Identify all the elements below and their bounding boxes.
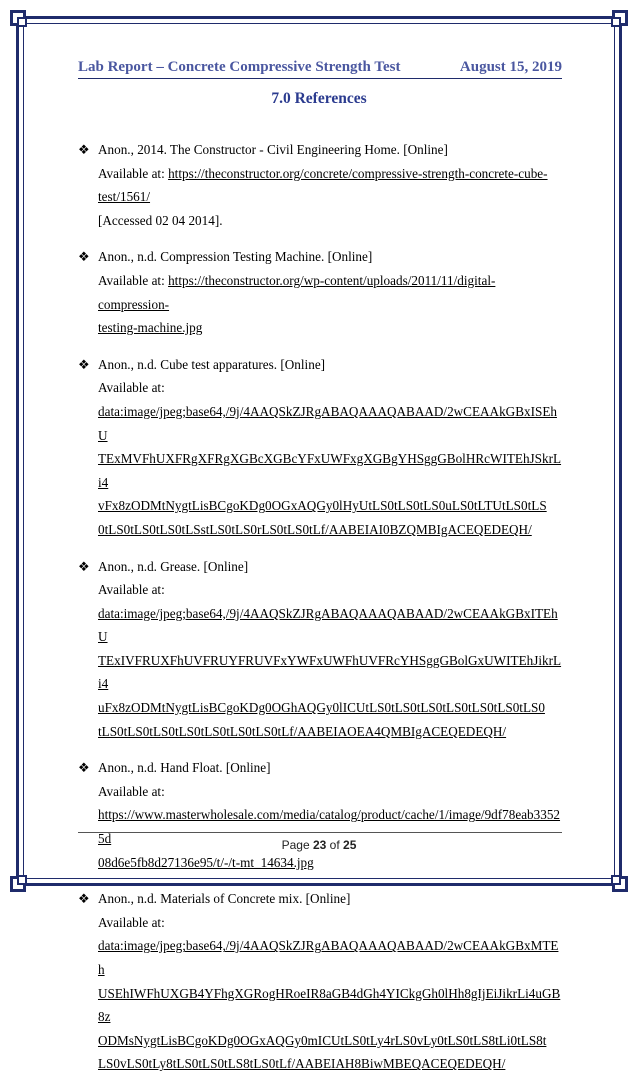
reference-available-label: Available at: xyxy=(98,380,165,396)
footer-of: of xyxy=(326,838,344,852)
references-list xyxy=(78,138,564,1089)
reference-item xyxy=(78,756,564,874)
footer-prefix: Page xyxy=(281,838,313,852)
footer-rule xyxy=(78,832,562,833)
reference-available-label: Available at: xyxy=(98,783,165,799)
footer-page-number: 23 xyxy=(312,838,327,852)
section-title: 7.0 References xyxy=(271,90,367,107)
reference-url-link[interactable]: TExMVFhUXFRgXFRgXGBcXGBcYFxUWFxgXGBgYHSggGBolHRcWITEhJSkrLi4 xyxy=(98,451,562,490)
reference-url-link[interactable]: https://www.masterwholesale.com/media/catalog/product/cache/1/image/9df78eab33525d xyxy=(98,807,561,847)
reference-url-link[interactable]: vFx8zODMtNygtLisBCgoKDg0OGxAQGy0lHyUtLS0tLS0tLS0uLS0tLTUtLS0tLS xyxy=(98,498,547,514)
reference-citation: Anon., n.d. Materials of Concrete mix. [Online] xyxy=(98,891,351,907)
page-footer xyxy=(0,838,638,852)
reference-url-link[interactable]: testing-machine.jpg xyxy=(98,320,203,336)
corner-ornament-top-right xyxy=(612,10,628,26)
reference-url-link[interactable]: data:image/jpeg;base64,/9j/4AAQSkZJRgABAQAAAQABAAD/2wCEAAkGBxISEhU xyxy=(98,403,557,443)
reference-url-link[interactable]: data:image/jpeg;base64,/9j/4AAQSkZJRgABAQAAAQABAAD/2wCEAAkGBxMTEh xyxy=(98,938,559,977)
reference-item xyxy=(78,138,564,232)
diamond-bullet-icon: ❖ xyxy=(78,142,90,157)
corner-ornament-top-left xyxy=(10,10,26,26)
corner-ornament-bottom-right xyxy=(612,876,628,892)
reference-citation: Anon., n.d. Grease. [Online] xyxy=(98,558,249,574)
reference-citation: Anon., n.d. Hand Float. [Online] xyxy=(98,760,271,776)
reference-url-link[interactable]: test/1561/ xyxy=(98,189,151,205)
reference-url-link[interactable]: https://theconstructor.org/concrete/compressive-strength-concrete-cube- xyxy=(168,165,548,181)
reference-available-label: Available at: xyxy=(98,165,169,181)
reference-available-label: Available at: xyxy=(98,582,165,598)
reference-url-link[interactable]: tLS0tLS0tLS0tLS0tLS0tLS0tLS0tLf/AABEIAOEA4QMBIgACEQEDEQH/ xyxy=(98,723,507,739)
reference-item xyxy=(78,555,564,744)
reference-url-link[interactable]: TExIVFRUXFhUVFRUYFRUVFxYWFxUWFhUVFRcYHSggGBolGxUWITEhJikrLi4 xyxy=(98,652,562,692)
corner-ornament-bottom-left xyxy=(10,876,26,892)
reference-item xyxy=(78,245,564,339)
reference-url-link[interactable]: 0tLS0tLS0tLS0tLSstLS0tLS0rLS0tLS0tLf/AABEIAI0BZQMBIgACEQEDEQH/ xyxy=(98,521,532,537)
diamond-bullet-icon: ❖ xyxy=(78,558,90,574)
reference-item xyxy=(78,887,564,1076)
reference-accessed-date: [Accessed 02 04 2014]. xyxy=(98,212,223,228)
diamond-bullet-icon: ❖ xyxy=(78,249,90,265)
diamond-bullet-icon: ❖ xyxy=(78,891,90,907)
reference-available-label: Available at: xyxy=(98,272,169,288)
reference-url-link[interactable]: USEhIWFhUXGB4YFhgXGRogHRoeIR8aGB4dGh4YICkgGh0lHh8gIjEiJikrLi4uGB8z xyxy=(98,985,561,1025)
reference-item xyxy=(78,353,564,542)
reference-url-link[interactable]: https://theconstructor.org/wp-content/uploads/2011/11/digital-compression- xyxy=(98,272,496,312)
reference-citation: Anon., 2014. The Constructor - Civil Engineering Home. [Online] xyxy=(98,142,448,157)
diamond-bullet-icon: ❖ xyxy=(78,760,90,776)
header-date: August 15, 2019 xyxy=(459,59,562,75)
header-title: Lab Report – Concrete Compressive Strength Test xyxy=(78,59,401,75)
page-header xyxy=(78,56,562,79)
reference-url-link[interactable]: ODMsNygtLisBCgoKDg0OGxAQGy0mICUtLS0tLy4rLS0vLy0tLS0tLS8tLi0tLS8t xyxy=(98,1032,547,1048)
reference-citation: Anon., n.d. Compression Testing Machine. [Online] xyxy=(98,249,373,265)
reference-url-link[interactable]: 08d6e5fb8d27136e95/t/-/t-mt_14634.jpg xyxy=(98,854,314,870)
reference-available-label: Available at: xyxy=(98,914,165,930)
diamond-bullet-icon: ❖ xyxy=(78,356,90,372)
reference-url-link[interactable]: uFx8zODMtNygtLisBCgoKDg0OGhAQGy0lICUtLS0tLS0tLS0tLS0tLS0tLS0tLS0 xyxy=(98,700,545,716)
reference-url-link[interactable]: data:image/jpeg;base64,/9j/4AAQSkZJRgABAQAAAQABAAD/2wCEAAkGBxITEhU xyxy=(98,605,558,645)
footer-total-pages: 25 xyxy=(343,838,357,852)
reference-url-link[interactable]: LS0vLS0tLy8tLS0tLS0tLS8tLS0tLf/AABEIAH8BiwMBEQACEQEDEQH/ xyxy=(98,1056,506,1072)
reference-citation: Anon., n.d. Cube test apparatures. [Online] xyxy=(98,356,326,372)
